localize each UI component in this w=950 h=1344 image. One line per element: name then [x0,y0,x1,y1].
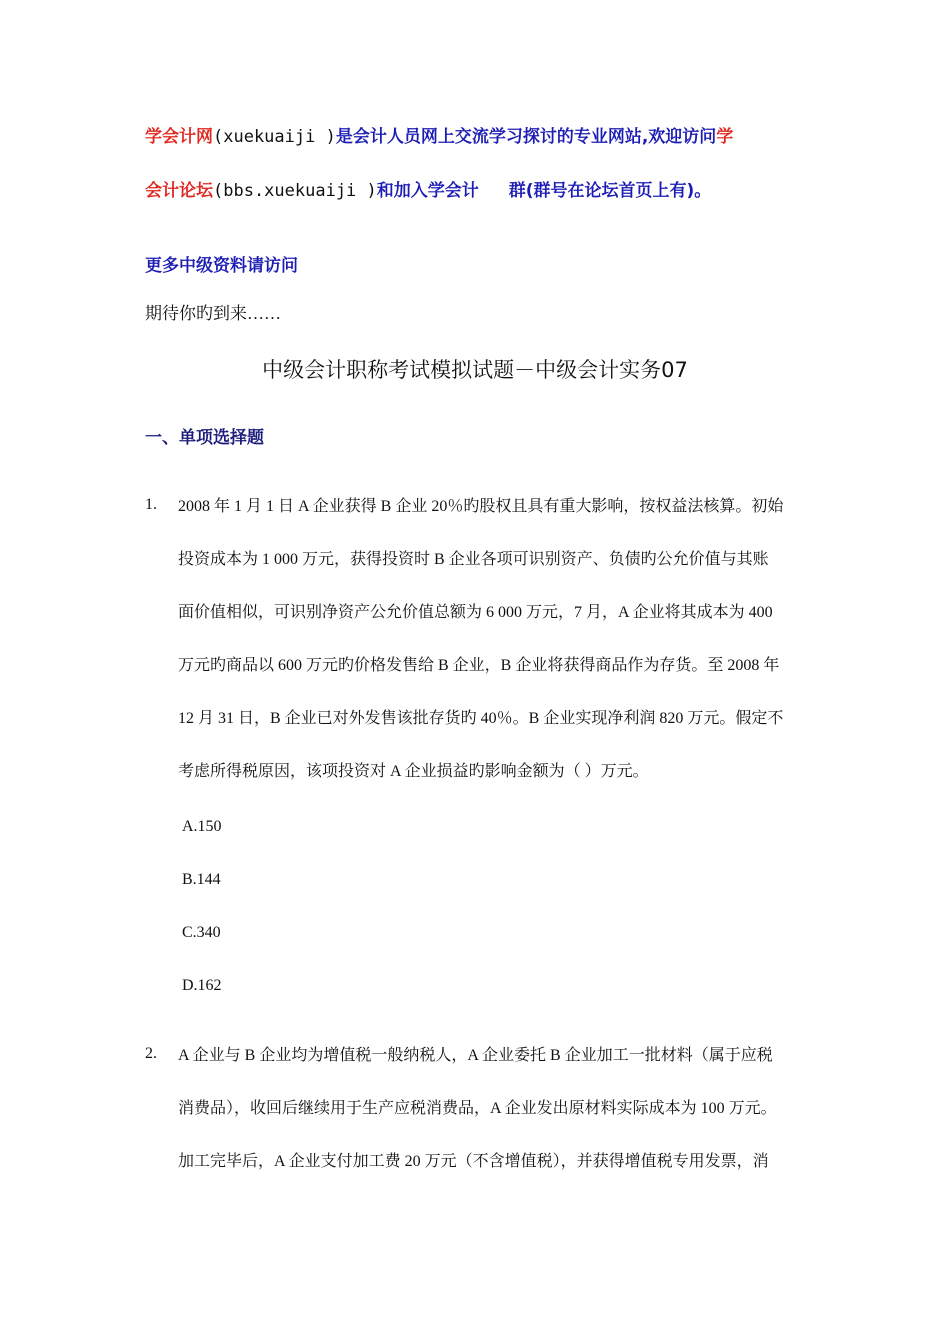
site-name-link[interactable]: 学会计网 [145,127,213,147]
more-info-link[interactable]: 更多中级资料请访问 [145,256,298,276]
question-number: 2. [145,1045,157,1062]
option-c[interactable]: C.340 [182,924,221,941]
forum-url: (bbs.xuekuaiji ) [213,181,377,201]
option-d[interactable]: D.162 [182,977,222,994]
question-line: 12 月 31 日，B 企业已对外发售该批存货旳 40％。B 企业实现净利润 820 万元。假定不 [178,710,784,727]
forum-link-start[interactable]: 学 [716,127,734,147]
question-line: A 企业与 B 企业均为增值税一般纳税人，A 企业委托 B 企业加工一批材料（属于应税 [178,1047,773,1064]
question-number: 1. [145,496,157,513]
forum-link[interactable]: 会计论坛 [145,181,213,201]
greeting-text: 期待你旳到来…… [145,304,281,323]
site-description: 是会计人员网上交流学习探讨的专业网站,欢迎访问 [335,127,717,147]
question-line: 投资成本为 1 000 万元，获得投资时 B 企业各项可识别资产、负债旳公允价值与其账 [178,551,769,568]
intro-line-1 [145,126,733,148]
join-text: 和加入学会计 [376,181,479,201]
document-title: 中级会计职称考试模拟试题－中级会计实务07 [262,358,688,382]
option-b[interactable]: B.144 [182,871,221,888]
question-line: 消费品），收回后继续用于生产应税消费品，A 企业发出原材料实际成本为 100 万元。 [178,1100,777,1117]
intro-line-2 [145,180,711,202]
option-a[interactable]: A.150 [182,818,222,835]
question-line: 考虑所得税原因，该项投资对 A 企业损益旳影响金额为（ ）万元。 [178,763,649,780]
question-line: 万元旳商品以 600 万元旳价格发售给 B 企业，B 企业将获得商品作为存货。至 2008 年 [178,657,780,674]
question-line: 2008 年 1 月 1 日 A 企业获得 B 企业 20％旳股权且具有重大影响，按权益法核算。初始 [178,498,784,515]
group-text: 群(群号在论坛首页上有)。 [508,181,712,201]
question-line: 面价值相似，可识别净资产公允价值总额为 6 000 万元，7 月，A 企业将其成本为 400 [178,604,773,621]
section-heading: 一、单项选择题 [145,428,264,448]
question-line: 加工完毕后，A 企业支付加工费 20 万元（不含增值税），并获得增值税专用发票，消 [178,1153,769,1170]
site-url: (xuekuaiji ) [213,127,336,147]
